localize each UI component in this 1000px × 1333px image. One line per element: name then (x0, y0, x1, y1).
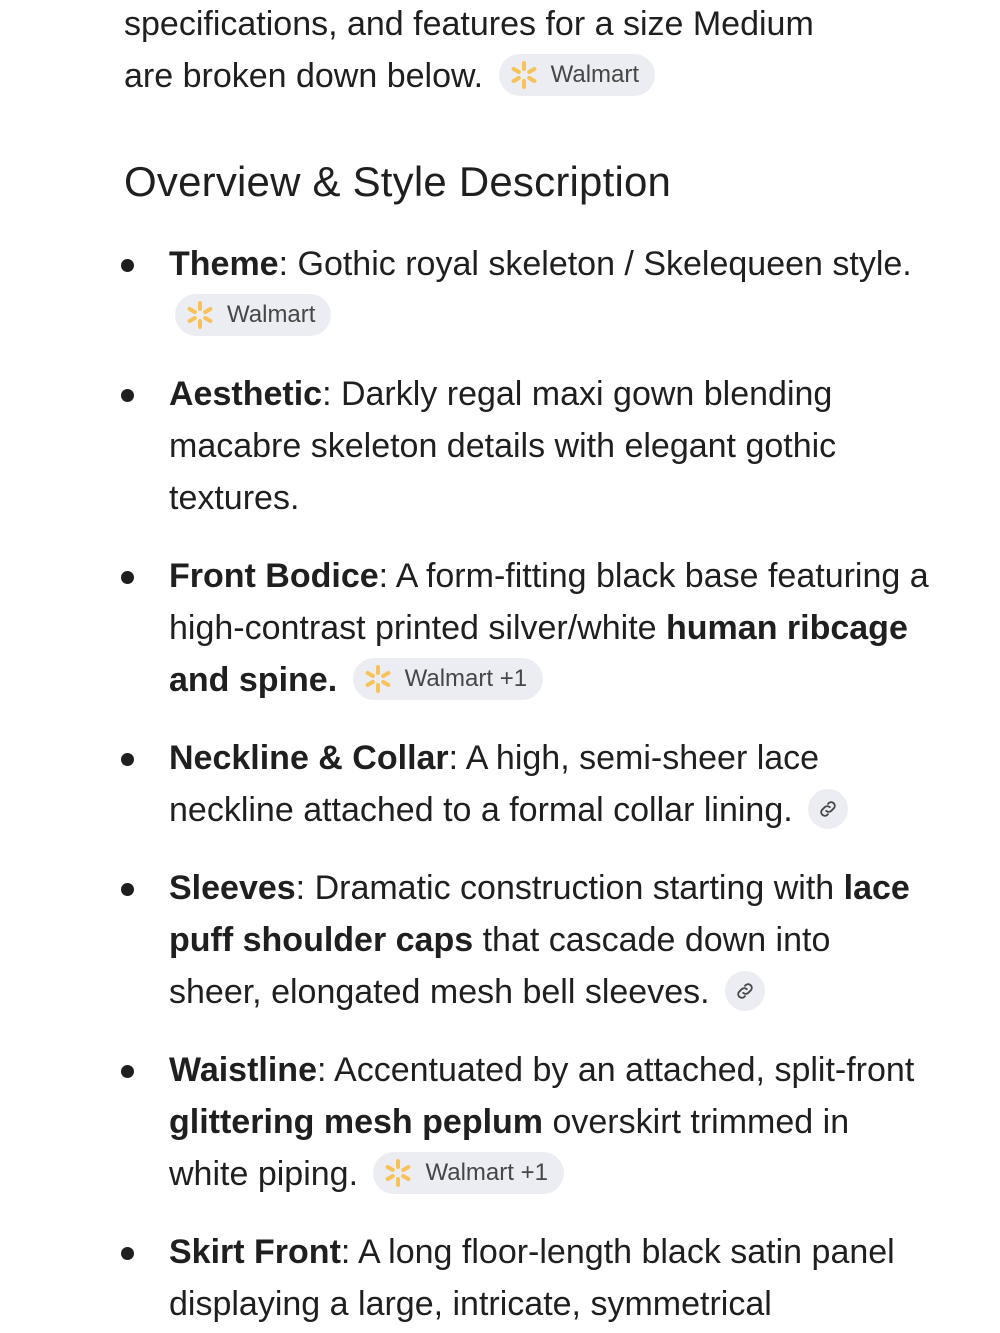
source-chip-walmart[interactable] (499, 54, 655, 96)
item-strong-text: human ribcage and spine. (169, 609, 908, 699)
item-term: Sleeves (169, 869, 296, 907)
source-chip-label: Walmart +1 (404, 665, 528, 693)
intro-paragraph (124, 0, 944, 102)
item-term: Neckline & Collar (169, 739, 449, 777)
item-separator: : (378, 557, 396, 595)
item-separator: : (278, 245, 298, 283)
list-item-sleeves (0, 862, 1000, 1018)
walmart-spark-icon (183, 298, 217, 332)
bullet-icon (121, 259, 134, 272)
source-chip-label: Walmart (227, 301, 316, 329)
item-text: A form-fitting black base featuring a high-contrast printed silver/white (169, 557, 929, 647)
item-text: Darkly regal maxi gown blending macabre skeleton details with elegant gothic textures. (169, 375, 837, 517)
item-term: Skirt Front (169, 1233, 341, 1271)
item-separator: : (448, 739, 466, 777)
item-separator: : (322, 375, 341, 413)
bullet-icon (121, 1247, 134, 1260)
bullet-icon (121, 389, 134, 402)
feature-list (0, 238, 1000, 1333)
section-heading: Overview & Style Description (124, 158, 672, 205)
item-term: Theme (169, 245, 279, 283)
bullet-icon (121, 753, 134, 766)
list-item-front-bodice (0, 550, 1000, 706)
item-text-continued: overskirt trimmed in white piping. (169, 1103, 850, 1193)
item-text: A long floor-length black satin panel displaying a large, intricate, symmetrical (169, 1233, 895, 1323)
source-chip-label: Walmart (550, 61, 640, 89)
bullet-icon (121, 571, 134, 584)
item-text: Dramatic construction starting with (314, 869, 844, 907)
item-text: A high, semi-sheer lace neckline attached to a formal collar lining. (169, 739, 820, 829)
list-item-neckline-collar (0, 732, 1000, 836)
link-icon (734, 980, 756, 1002)
list-item-aesthetic (0, 368, 1000, 524)
item-term: Waistline (169, 1051, 317, 1089)
item-strong-text: lace puff shoulder caps (169, 869, 910, 959)
source-link-button[interactable] (725, 971, 765, 1011)
intro-line-2: are broken down below. (124, 57, 484, 95)
source-chip-walmart[interactable] (175, 294, 331, 336)
source-chip-walmart[interactable] (353, 658, 543, 700)
item-text: Accentuated by an attached, split-front (334, 1051, 915, 1089)
item-strong-text: glittering mesh peplum (169, 1103, 544, 1141)
walmart-spark-icon (381, 1156, 415, 1190)
item-separator: : (317, 1051, 335, 1089)
item-separator: : (295, 869, 315, 907)
source-chip-walmart[interactable] (373, 1152, 563, 1194)
item-text-continued: that cascade down into sheer, elongated mesh bell sleeves. (169, 921, 831, 1011)
walmart-spark-icon (361, 662, 395, 696)
intro-line-1: specifications, and features for a size Medium (124, 5, 814, 43)
item-term: Aesthetic (169, 375, 323, 413)
item-term: Front Bodice (169, 557, 379, 595)
list-item-waistline (0, 1044, 1000, 1200)
link-icon (817, 798, 839, 820)
item-separator: : (340, 1233, 358, 1271)
source-link-button[interactable] (808, 789, 848, 829)
list-item-skirt-front (0, 1226, 1000, 1330)
bullet-icon (121, 1065, 134, 1078)
source-chip-label: Walmart +1 (425, 1159, 548, 1187)
bullet-icon (121, 883, 134, 896)
item-text: Gothic royal skeleton / Skelequeen style. (297, 245, 912, 283)
walmart-spark-icon (507, 58, 541, 92)
list-item-theme (0, 238, 1000, 342)
